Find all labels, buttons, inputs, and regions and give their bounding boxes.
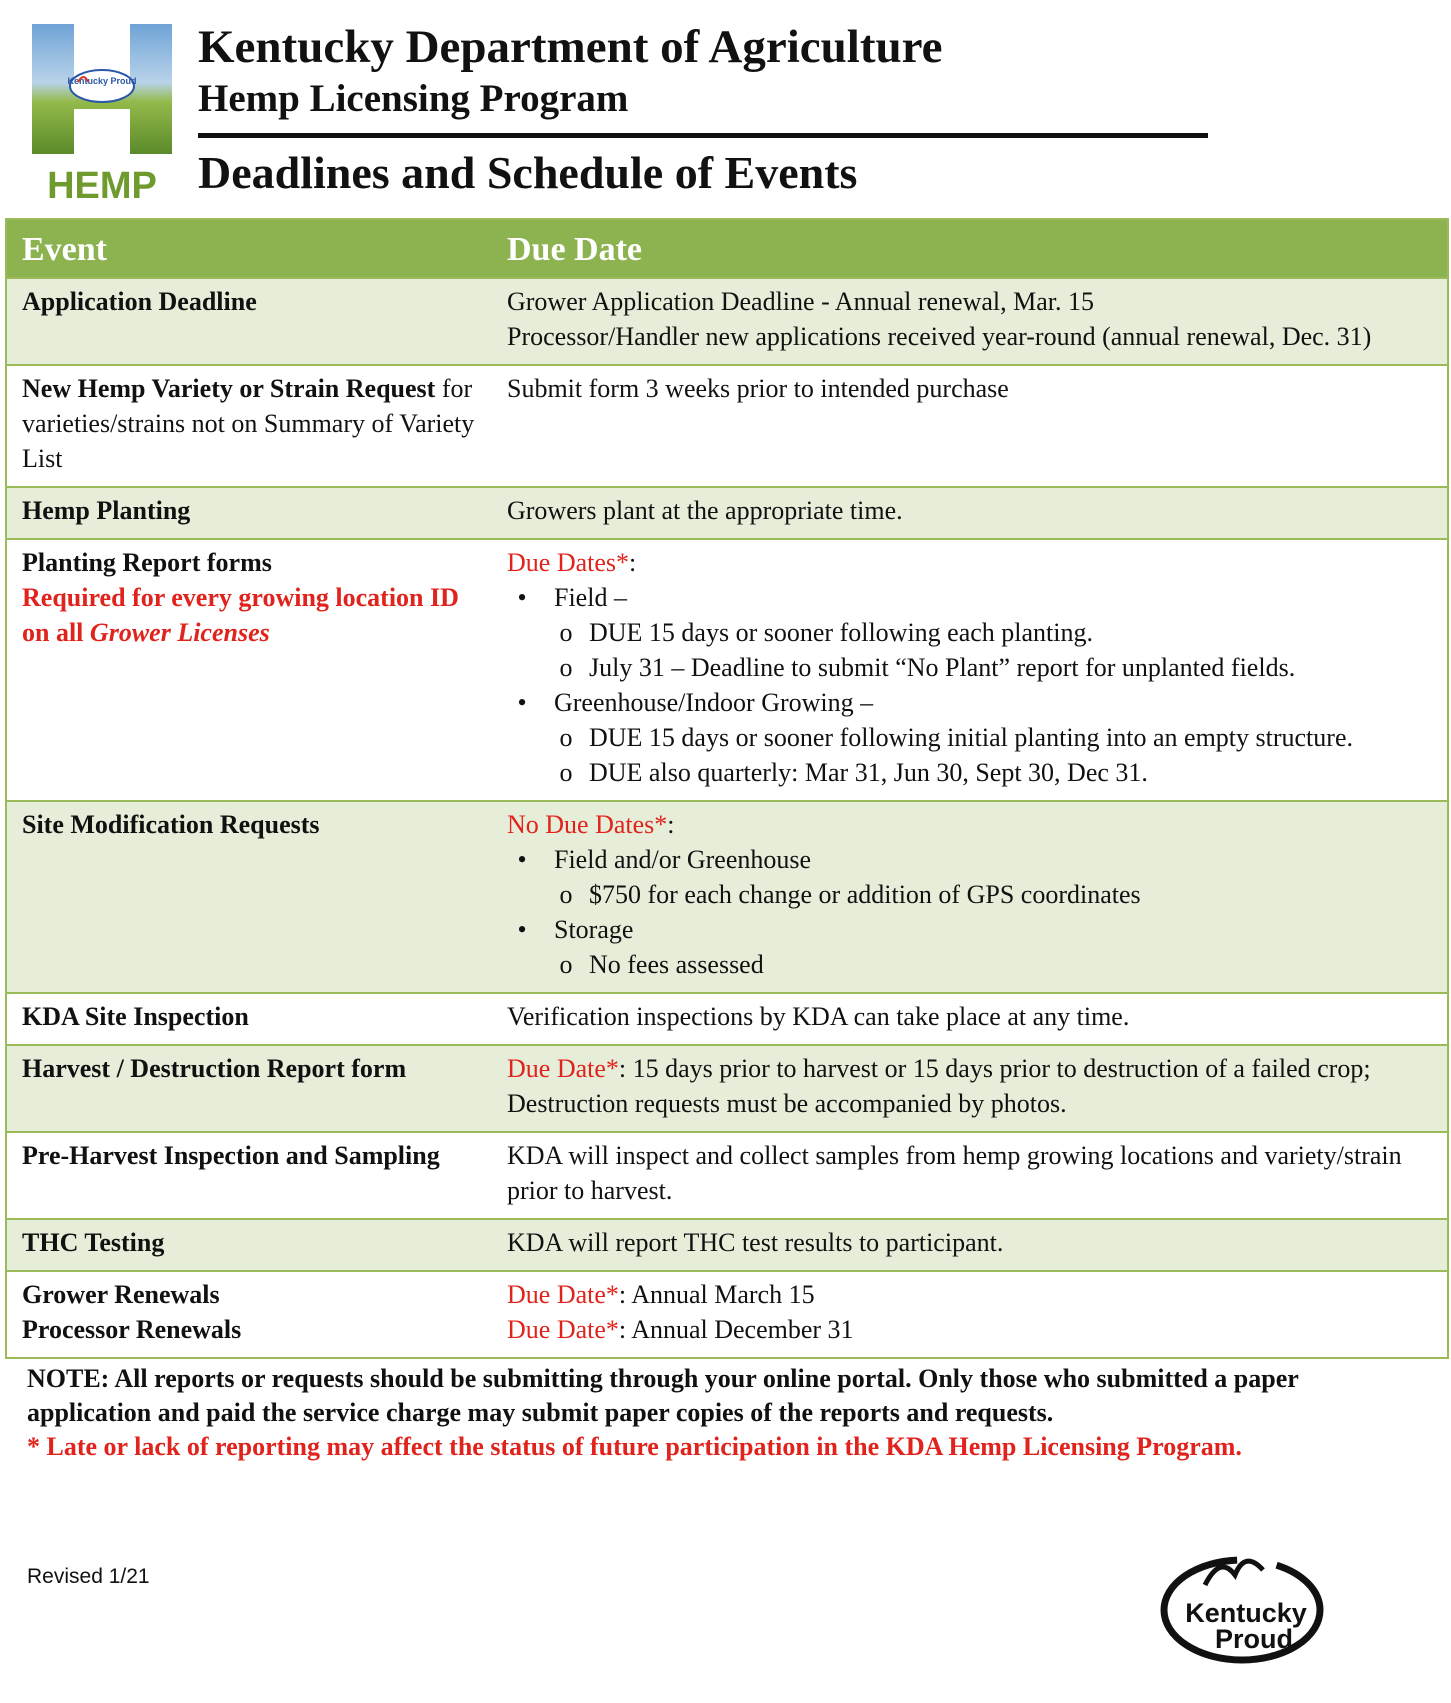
event-required-note: Required for every growing location ID on all <box>22 583 459 647</box>
list-item <box>507 842 1437 912</box>
event-name: Pre-Harvest Inspection and Sampling <box>22 1141 440 1170</box>
logo-word: HEMP <box>47 165 157 202</box>
due-text: Submit form 3 weeks prior to intended purchase <box>507 374 1009 403</box>
due-label: Due Date* <box>507 1054 619 1083</box>
list-item <box>507 580 1437 685</box>
list-item-text: No fees assessed <box>589 950 764 979</box>
sub-bullet-icon: o <box>559 618 573 647</box>
list-item <box>554 720 1437 755</box>
bullet-icon: • <box>517 845 527 874</box>
event-name: THC Testing <box>22 1228 165 1257</box>
kp-logo-word2: Proud <box>1215 1624 1293 1654</box>
table-row <box>6 1219 1448 1271</box>
event-name: Planting Report forms <box>22 548 272 577</box>
due-text: KDA will inspect and collect samples from hemp growing locations and variety/strain prior to harvest. <box>507 1141 1402 1205</box>
note-warning: * Late or lack of reporting may affect the status of future participation in the KDA Hemp Licensing Program. <box>27 1432 1242 1461</box>
event-name: New Hemp Variety or Strain Request <box>22 374 436 403</box>
list-item-text: DUE 15 days or sooner following initial planting into an empty structure. <box>589 723 1353 752</box>
event-name: Processor Renewals <box>22 1315 242 1344</box>
kp-logo-word1: Kentucky <box>1185 1598 1307 1628</box>
sub-bullet-icon: o <box>559 950 573 979</box>
col-header-due: Due Date <box>492 219 1448 278</box>
event-desc: for varieties/strains not on Summary of Variety List <box>22 374 475 473</box>
table-row <box>6 1271 1448 1358</box>
event-required-note-italic: Grower Licenses <box>89 618 270 647</box>
event-name: KDA Site Inspection <box>22 1002 249 1031</box>
table-row <box>6 801 1448 993</box>
list-item <box>554 877 1437 912</box>
list-item-text: Storage <box>554 915 634 944</box>
list-item-text: DUE also quarterly: Mar 31, Jun 30, Sept 30, Dec 31. <box>589 758 1148 787</box>
note-text: NOTE: All reports or requests should be submitting through your online portal. Only those who submitted a paper application and paid the service charge may submit paper copies of the reports and requests. <box>27 1364 1299 1427</box>
due-colon: : <box>667 810 675 839</box>
due-text: Grower Application Deadline - Annual renewal, Mar. 15 <box>507 287 1094 316</box>
due-list <box>507 842 1437 982</box>
org-name: Kentucky Department of Agriculture <box>198 21 943 73</box>
revision-date: Revised 1/21 <box>27 1565 150 1588</box>
event-name: Harvest / Destruction Report form <box>22 1054 407 1083</box>
page-title: Deadlines and Schedule of Events <box>198 147 858 198</box>
list-item <box>554 615 1437 650</box>
due-text: Verification inspections by KDA can take place at any time. <box>507 1002 1130 1031</box>
due-list <box>507 580 1437 790</box>
program-name: Hemp Licensing Program <box>198 77 629 120</box>
kentucky-proud-logo <box>1150 1530 1326 1670</box>
event-name: Grower Renewals <box>22 1280 220 1309</box>
event-name: Hemp Planting <box>22 496 191 525</box>
list-item <box>554 755 1437 790</box>
hemp-logo <box>32 24 172 202</box>
col-header-event: Event <box>6 219 492 278</box>
due-label: Due Dates* <box>507 548 630 577</box>
due-text: Growers plant at the appropriate time. <box>507 496 903 525</box>
due-text: : Annual March 15 <box>618 1280 815 1309</box>
events-table <box>5 218 1449 1359</box>
due-text: : 15 days prior to harvest or 15 days prior to destruction of a failed crop; Destruction requests must be accompanied by photos. <box>507 1054 1371 1118</box>
table-row <box>6 487 1448 539</box>
list-item-text: $750 for each change or addition of GPS coordinates <box>589 880 1141 909</box>
table-row <box>6 365 1448 487</box>
list-item-text: Greenhouse/Indoor Growing – <box>554 688 874 717</box>
sub-bullet-icon: o <box>559 723 573 752</box>
sub-bullet-icon: o <box>559 653 573 682</box>
header-rule <box>198 133 1208 138</box>
list-item <box>554 650 1437 685</box>
due-label: Due Date* <box>507 1280 619 1309</box>
table-row <box>6 539 1448 801</box>
due-text: Processor/Handler new applications received year-round (annual renewal, Dec. 31) <box>507 322 1372 351</box>
list-item <box>507 685 1437 790</box>
table-header-row <box>6 219 1448 278</box>
event-name: Site Modification Requests <box>22 810 320 839</box>
sub-bullet-icon: o <box>559 758 573 787</box>
logo-badge-text: Kentucky Proud <box>67 76 137 86</box>
due-text: : Annual December 31 <box>618 1315 854 1344</box>
bullet-icon: • <box>517 915 527 944</box>
list-item-text: Field and/or Greenhouse <box>554 845 812 874</box>
table-row <box>6 993 1448 1045</box>
due-colon: : <box>629 548 637 577</box>
list-item-text: Field – <box>554 583 627 612</box>
sub-bullet-icon: o <box>559 880 573 909</box>
bullet-icon: • <box>517 583 527 612</box>
list-item-text: DUE 15 days or sooner following each planting. <box>589 618 1094 647</box>
event-name: Application Deadline <box>22 287 257 316</box>
list-item <box>554 947 1437 982</box>
due-label: Due Date* <box>507 1315 619 1344</box>
table-row <box>6 278 1448 365</box>
list-item <box>507 912 1437 982</box>
due-label: No Due Dates* <box>507 810 668 839</box>
list-item-text: July 31 – Deadline to submit “No Plant” report for unplanted fields. <box>589 653 1296 682</box>
bullet-icon: • <box>517 688 527 717</box>
footer-note <box>27 1362 1422 1464</box>
due-text: KDA will report THC test results to participant. <box>507 1228 1004 1257</box>
table-row <box>6 1132 1448 1219</box>
table-row <box>6 1045 1448 1132</box>
